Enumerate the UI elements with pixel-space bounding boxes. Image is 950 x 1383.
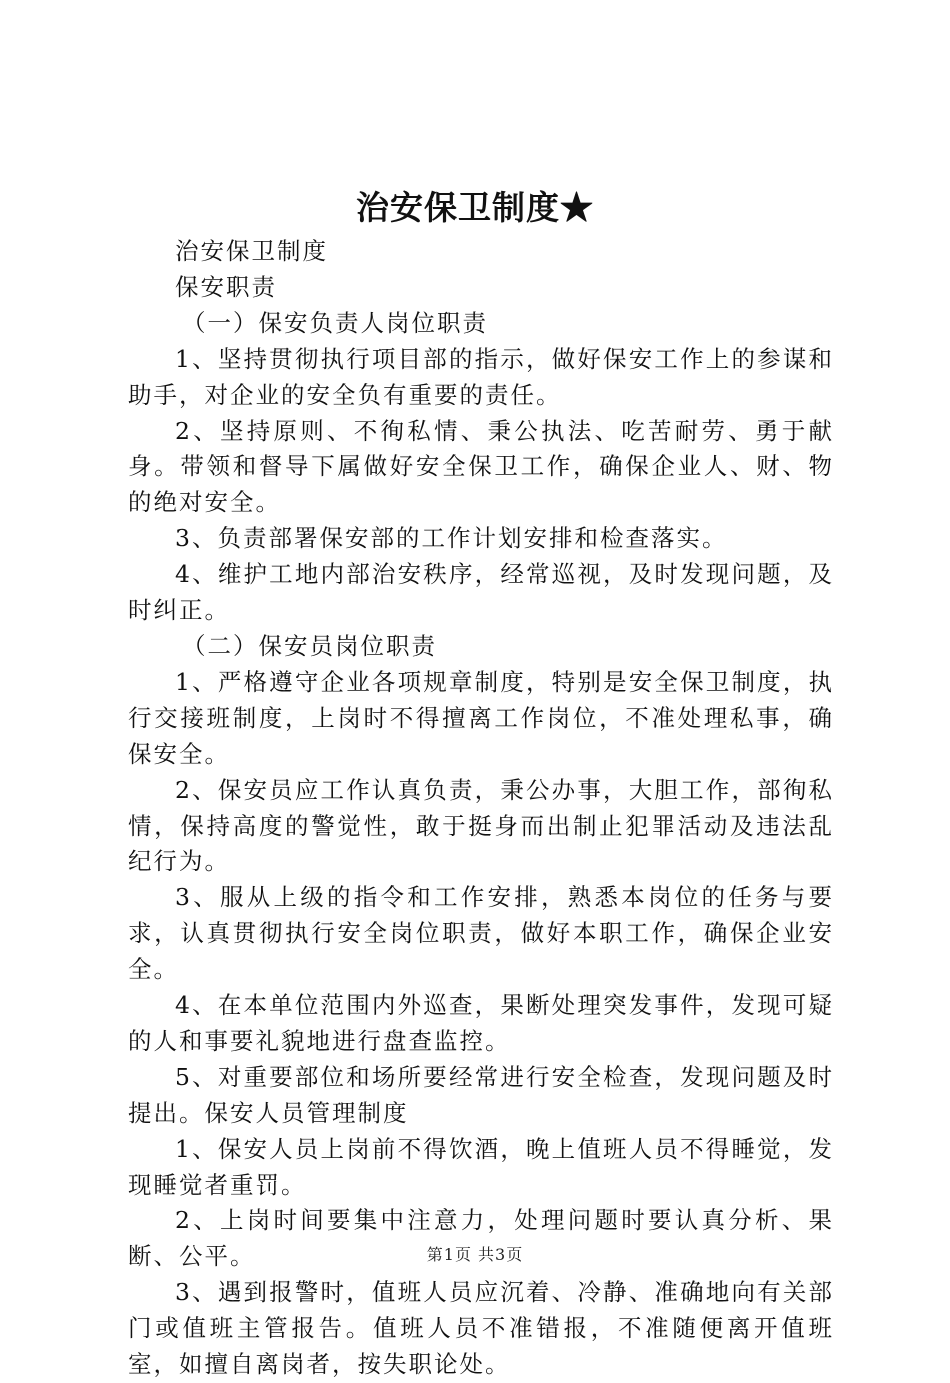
paragraph: 1、坚持贯彻执行项目部的指示，做好保安工作上的参谋和助手，对企业的安全负有重要的责任。 xyxy=(128,344,834,409)
document-body xyxy=(128,234,834,1383)
paragraph: 4、在本单位范围内外巡查，果断处理突发事件，发现可疑的人和事要礼貌地进行盘查监控。 xyxy=(128,991,834,1055)
page-number: 第1页 共3页 xyxy=(426,1245,524,1264)
paragraph: 1、保安人员上岗前不得饮酒，晚上值班人员不得睡觉，发现睡觉者重罚。 xyxy=(128,1134,834,1199)
document-title: 治安保卫制度★ xyxy=(356,188,594,227)
paragraph: 1、严格遵守企业各项规章制度，特别是安全保卫制度，执行交接班制度，上岗时不得擅离工作岗位，不准处理私事，确保安全。 xyxy=(128,667,834,768)
paragraph: 3、遇到报警时，值班人员应沉着、冷静、准确地向有关部门或值班主管报告。值班人员不准错报，不准随便离开值班室，如擅自离岗者，按失职论处。 xyxy=(128,1278,834,1379)
section-heading: （一）保安负责人岗位职责 xyxy=(182,308,489,337)
paragraph: 3、负责部署保安部的工作计划安排和检查落实。 xyxy=(175,524,728,553)
paragraph: 4、维护工地内部治安秩序，经常巡视，及时发现问题，及时纠正。 xyxy=(128,560,834,625)
paragraph: 3、服从上级的指令和工作安排，熟悉本岗位的任务与要求，认真贯彻执行安全岗位职责，做好本职工作，确保企业安全。 xyxy=(128,883,834,984)
paragraph: 2、上岗时间要集中注意力，处理问题时要认真分析、果断、公平。 xyxy=(128,1206,834,1271)
paragraph: 保安职责 xyxy=(175,272,277,301)
paragraph: 治安保卫制度 xyxy=(175,237,328,265)
paragraph: 5、对重要部位和场所要经常进行安全检查，发现问题及时提出。保安人员管理制度 xyxy=(128,1062,834,1127)
section-heading: （二）保安员岗位职责 xyxy=(182,631,438,660)
paragraph: 2、保安员应工作认真负责，秉公办事，大胆工作，部徇私情，保持高度的警觉性，敢于挺身而出制止犯罪活动及违法乱纪行为。 xyxy=(128,775,834,876)
paragraph: 2、坚持原则、不徇私情、秉公执法、吃苦耐劳、勇于献身。带领和督导下属做好安全保卫工作，确保企业人、财、物的绝对安全。 xyxy=(128,416,834,517)
